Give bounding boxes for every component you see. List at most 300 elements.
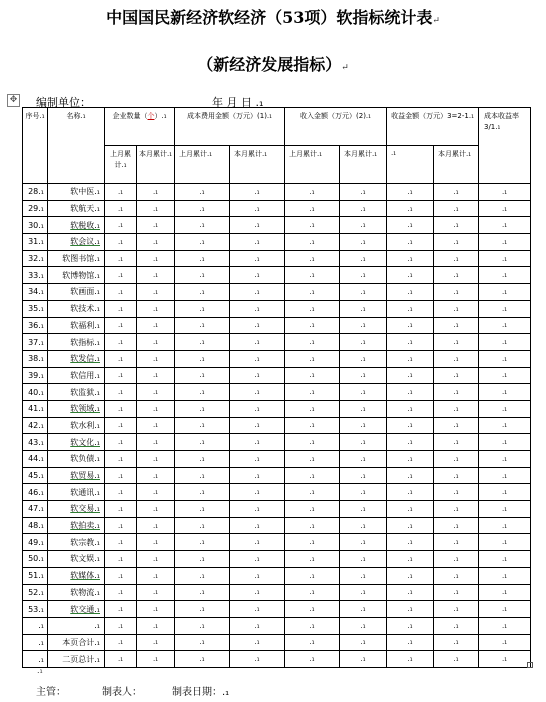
data-cell[interactable]: .₁ xyxy=(340,217,387,234)
data-cell[interactable]: .₁ xyxy=(105,200,137,217)
data-cell[interactable]: .₁ xyxy=(434,567,479,584)
data-cell[interactable]: .₁ xyxy=(137,184,175,201)
data-cell[interactable]: .₁ xyxy=(137,334,175,351)
table-row xyxy=(23,651,531,668)
data-cell[interactable]: .₁ xyxy=(479,584,531,601)
data-cell[interactable]: .₁ xyxy=(340,617,387,634)
data-cell[interactable]: .₁ xyxy=(230,451,285,468)
data-cell[interactable]: .₁ xyxy=(479,300,531,317)
data-cell[interactable]: .₁ xyxy=(137,567,175,584)
data-cell[interactable]: .₁ xyxy=(479,434,531,451)
data-cell[interactable]: .₁ xyxy=(285,400,340,417)
data-cell[interactable]: .₁ xyxy=(137,234,175,251)
data-cell[interactable]: .₁ xyxy=(340,417,387,434)
data-cell[interactable]: .₁ xyxy=(340,434,387,451)
data-cell[interactable]: .₁ xyxy=(434,584,479,601)
data-cell[interactable]: .₁ xyxy=(479,651,531,668)
data-cell[interactable]: .₁ xyxy=(479,601,531,618)
data-cell[interactable]: .₁ xyxy=(137,317,175,334)
data-cell[interactable]: .₁ xyxy=(175,350,230,367)
row-name xyxy=(48,200,105,217)
data-cell[interactable]: .₁ xyxy=(479,501,531,518)
row-number: 35.₁ xyxy=(23,300,48,317)
data-cell[interactable]: .₁ xyxy=(230,334,285,351)
data-cell[interactable]: .₁ xyxy=(387,534,434,551)
data-cell[interactable]: .₁ xyxy=(230,567,285,584)
data-cell[interactable]: .₁ xyxy=(175,501,230,518)
data-cell[interactable]: .₁ xyxy=(137,467,175,484)
row-number: 34.₁ xyxy=(23,284,48,301)
table-row xyxy=(23,434,531,451)
data-cell[interactable]: .₁ xyxy=(230,617,285,634)
data-cell[interactable]: .₁ xyxy=(434,300,479,317)
data-cell[interactable]: .₁ xyxy=(387,451,434,468)
data-cell[interactable]: .₁ xyxy=(340,200,387,217)
data-cell[interactable]: .₁ xyxy=(105,634,137,651)
data-cell[interactable]: .₁ xyxy=(340,551,387,568)
data-cell[interactable]: .₁ xyxy=(175,601,230,618)
data-cell[interactable]: .₁ xyxy=(434,517,479,534)
data-cell[interactable]: .₁ xyxy=(479,617,531,634)
header-rate: 成本收益率 3/1.₁ xyxy=(479,108,531,184)
row-name xyxy=(48,267,105,284)
data-cell[interactable]: .₁ xyxy=(175,634,230,651)
data-cell[interactable]: .₁ xyxy=(340,484,387,501)
row-name-text: 软发信.₁ xyxy=(70,354,100,364)
data-cell[interactable]: .₁ xyxy=(137,300,175,317)
data-cell[interactable]: .₁ xyxy=(479,467,531,484)
data-cell[interactable]: .₁ xyxy=(340,184,387,201)
data-cell[interactable]: .₁ xyxy=(387,434,434,451)
data-cell[interactable]: .₁ xyxy=(230,250,285,267)
data-cell[interactable]: .₁ xyxy=(285,567,340,584)
data-cell[interactable]: .₁ xyxy=(137,384,175,401)
data-cell[interactable]: .₁ xyxy=(285,350,340,367)
data-cell[interactable]: .₁ xyxy=(285,317,340,334)
data-cell[interactable]: .₁ xyxy=(137,267,175,284)
data-cell[interactable]: .₁ xyxy=(387,617,434,634)
data-cell[interactable]: .₁ xyxy=(434,184,479,201)
data-cell[interactable]: .₁ xyxy=(340,267,387,284)
data-cell[interactable]: .₁ xyxy=(105,467,137,484)
row-number: 39.₁ xyxy=(23,367,48,384)
data-cell[interactable]: .₁ xyxy=(230,200,285,217)
data-cell[interactable]: .₁ xyxy=(479,567,531,584)
table-row xyxy=(23,417,531,434)
data-cell[interactable]: .₁ xyxy=(105,617,137,634)
data-cell[interactable]: .₁ xyxy=(230,501,285,518)
data-cell[interactable]: .₁ xyxy=(340,534,387,551)
data-cell[interactable]: .₁ xyxy=(175,584,230,601)
table-row xyxy=(23,250,531,267)
data-cell[interactable]: .₁ xyxy=(479,534,531,551)
data-cell[interactable]: .₁ xyxy=(387,300,434,317)
data-cell[interactable]: .₁ xyxy=(340,651,387,668)
data-cell[interactable]: .₁ xyxy=(105,434,137,451)
data-cell[interactable]: .₁ xyxy=(175,384,230,401)
data-cell[interactable]: .₁ xyxy=(105,217,137,234)
data-cell[interactable]: .₁ xyxy=(340,384,387,401)
data-cell[interactable]: .₁ xyxy=(387,350,434,367)
data-cell[interactable]: .₁ xyxy=(137,400,175,417)
data-cell[interactable]: .₁ xyxy=(387,601,434,618)
data-cell[interactable]: .₁ xyxy=(285,484,340,501)
table-row xyxy=(23,317,531,334)
data-cell[interactable]: .₁ xyxy=(285,634,340,651)
data-cell[interactable]: .₁ xyxy=(285,501,340,518)
data-cell[interactable]: .₁ xyxy=(230,367,285,384)
data-cell[interactable]: .₁ xyxy=(434,317,479,334)
data-cell[interactable]: .₁ xyxy=(340,284,387,301)
subheader-curr: 本月累计.₁ xyxy=(137,146,175,184)
data-cell[interactable]: .₁ xyxy=(230,467,285,484)
data-cell[interactable]: .₁ xyxy=(340,601,387,618)
data-cell[interactable]: .₁ xyxy=(105,451,137,468)
data-cell[interactable]: .₁ xyxy=(387,551,434,568)
data-cell[interactable]: .₁ xyxy=(387,217,434,234)
data-cell[interactable]: .₁ xyxy=(340,334,387,351)
data-cell[interactable]: .₁ xyxy=(230,634,285,651)
data-cell[interactable]: .₁ xyxy=(285,551,340,568)
data-cell[interactable]: .₁ xyxy=(340,467,387,484)
data-cell[interactable]: .₁ xyxy=(137,601,175,618)
data-cell[interactable]: .₁ xyxy=(175,367,230,384)
data-cell[interactable]: .₁ xyxy=(137,217,175,234)
data-cell[interactable]: .₁ xyxy=(137,250,175,267)
data-cell[interactable]: .₁ xyxy=(285,434,340,451)
row-number: 36.₁ xyxy=(23,317,48,334)
row-name xyxy=(48,517,105,534)
data-cell[interactable]: .₁ xyxy=(285,517,340,534)
data-cell[interactable]: .₁ xyxy=(434,400,479,417)
data-cell[interactable]: .₁ xyxy=(230,434,285,451)
data-cell[interactable]: .₁ xyxy=(175,567,230,584)
data-cell[interactable]: .₁ xyxy=(434,601,479,618)
data-cell[interactable]: .₁ xyxy=(137,200,175,217)
data-cell[interactable]: .₁ xyxy=(105,367,137,384)
data-cell[interactable]: .₁ xyxy=(340,517,387,534)
data-cell[interactable]: .₁ xyxy=(479,350,531,367)
data-cell[interactable]: .₁ xyxy=(285,467,340,484)
data-cell[interactable]: .₁ xyxy=(387,567,434,584)
data-cell[interactable]: .₁ xyxy=(285,384,340,401)
data-cell[interactable]: .₁ xyxy=(387,284,434,301)
data-cell[interactable]: .₁ xyxy=(285,184,340,201)
row-name-text: 软通讯.₁ xyxy=(70,487,100,497)
data-cell[interactable]: .₁ xyxy=(105,651,137,668)
data-cell[interactable]: .₁ xyxy=(285,300,340,317)
data-cell[interactable]: .₁ xyxy=(387,200,434,217)
data-cell[interactable]: .₁ xyxy=(285,601,340,618)
table-resize-handle[interactable] xyxy=(527,662,533,668)
page-subtitle: （新经济发展指标）↵ xyxy=(197,55,349,74)
data-cell[interactable]: .₁ xyxy=(230,300,285,317)
data-cell[interactable]: .₁ xyxy=(137,284,175,301)
data-cell[interactable]: .₁ xyxy=(105,567,137,584)
data-cell[interactable]: .₁ xyxy=(387,317,434,334)
data-cell[interactable]: .₁ xyxy=(340,234,387,251)
data-cell[interactable]: .₁ xyxy=(175,467,230,484)
data-cell[interactable]: .₁ xyxy=(230,584,285,601)
data-cell[interactable]: .₁ xyxy=(479,250,531,267)
data-cell[interactable]: .₁ xyxy=(285,584,340,601)
row-number: 51.₁ xyxy=(23,567,48,584)
data-cell[interactable]: .₁ xyxy=(175,284,230,301)
data-cell[interactable]: .₁ xyxy=(175,534,230,551)
row-number: 38.₁ xyxy=(23,350,48,367)
data-cell[interactable]: .₁ xyxy=(105,300,137,317)
data-cell[interactable]: .₁ xyxy=(105,317,137,334)
data-cell[interactable]: .₁ xyxy=(105,284,137,301)
data-cell[interactable]: .₁ xyxy=(387,517,434,534)
data-cell[interactable]: .₁ xyxy=(105,501,137,518)
data-cell[interactable]: .₁ xyxy=(340,501,387,518)
data-cell[interactable]: .₁ xyxy=(175,451,230,468)
data-cell[interactable]: .₁ xyxy=(479,367,531,384)
data-cell[interactable]: .₁ xyxy=(230,484,285,501)
data-cell[interactable]: .₁ xyxy=(340,350,387,367)
data-cell[interactable]: .₁ xyxy=(434,267,479,284)
data-cell[interactable]: .₁ xyxy=(387,400,434,417)
data-cell[interactable]: .₁ xyxy=(387,467,434,484)
row-name-text: 软税收.₁ xyxy=(70,220,100,230)
data-cell[interactable]: .₁ xyxy=(230,417,285,434)
data-cell[interactable]: .₁ xyxy=(479,451,531,468)
data-cell[interactable]: .₁ xyxy=(340,250,387,267)
data-cell[interactable]: .₁ xyxy=(105,517,137,534)
subheader-prev: 上月累计.₁ xyxy=(105,146,137,184)
data-cell[interactable]: .₁ xyxy=(285,284,340,301)
row-name-text: 软媒体.₁ xyxy=(70,571,100,581)
data-cell[interactable]: .₁ xyxy=(340,300,387,317)
data-cell[interactable]: .₁ xyxy=(105,601,137,618)
data-cell[interactable]: .₁ xyxy=(175,517,230,534)
data-cell[interactable]: .₁ xyxy=(387,484,434,501)
row-name-text: 软福利.₁ xyxy=(70,320,100,330)
data-cell[interactable]: .₁ xyxy=(434,651,479,668)
data-cell[interactable]: .₁ xyxy=(479,184,531,201)
data-cell[interactable]: .₁ xyxy=(479,267,531,284)
data-cell[interactable]: .₁ xyxy=(387,334,434,351)
data-cell[interactable]: .₁ xyxy=(340,367,387,384)
data-cell[interactable]: .₁ xyxy=(175,267,230,284)
data-cell[interactable]: .₁ xyxy=(230,184,285,201)
data-cell[interactable]: .₁ xyxy=(137,501,175,518)
data-cell[interactable]: .₁ xyxy=(137,417,175,434)
data-cell[interactable]: .₁ xyxy=(434,250,479,267)
data-cell[interactable]: .₁ xyxy=(230,217,285,234)
row-name-text: 软拍卖.₁ xyxy=(70,521,100,531)
data-cell[interactable]: .₁ xyxy=(285,367,340,384)
subheader-curr: 本月累计.₁ xyxy=(230,146,285,184)
data-cell[interactable]: .₁ xyxy=(434,484,479,501)
data-cell[interactable]: .₁ xyxy=(479,334,531,351)
data-cell[interactable]: .₁ xyxy=(230,517,285,534)
data-cell[interactable]: .₁ xyxy=(230,651,285,668)
data-cell[interactable]: .₁ xyxy=(105,584,137,601)
data-cell[interactable]: .₁ xyxy=(175,184,230,201)
data-cell[interactable]: .₁ xyxy=(285,451,340,468)
data-cell[interactable]: .₁ xyxy=(434,534,479,551)
data-cell[interactable]: .₁ xyxy=(137,484,175,501)
data-cell[interactable]: .₁ xyxy=(479,200,531,217)
data-cell[interactable]: .₁ xyxy=(340,584,387,601)
data-cell[interactable]: .₁ xyxy=(285,617,340,634)
data-cell[interactable]: .₁ xyxy=(285,200,340,217)
data-cell[interactable]: .₁ xyxy=(285,651,340,668)
data-cell[interactable]: .₁ xyxy=(175,617,230,634)
data-cell[interactable]: .₁ xyxy=(285,417,340,434)
data-cell[interactable]: .₁ xyxy=(105,184,137,201)
table-row xyxy=(23,334,531,351)
row-name xyxy=(48,617,105,634)
data-cell[interactable]: .₁ xyxy=(479,234,531,251)
data-cell[interactable]: .₁ xyxy=(230,384,285,401)
data-cell[interactable]: .₁ xyxy=(175,551,230,568)
data-cell[interactable]: .₁ xyxy=(105,400,137,417)
data-cell[interactable]: .₁ xyxy=(137,434,175,451)
data-cell[interactable]: .₁ xyxy=(387,634,434,651)
data-cell[interactable]: .₁ xyxy=(230,601,285,618)
data-cell[interactable]: .₁ xyxy=(434,384,479,401)
data-cell[interactable]: .₁ xyxy=(479,317,531,334)
data-cell[interactable]: .₁ xyxy=(434,284,479,301)
data-cell[interactable]: .₁ xyxy=(137,534,175,551)
data-cell[interactable]: .₁ xyxy=(434,434,479,451)
data-cell[interactable]: .₁ xyxy=(387,367,434,384)
data-cell[interactable]: .₁ xyxy=(175,417,230,434)
row-name-text: 软文娱.₁ xyxy=(70,554,100,564)
data-cell[interactable]: .₁ xyxy=(105,551,137,568)
data-cell[interactable]: .₁ xyxy=(387,651,434,668)
data-cell[interactable]: .₁ xyxy=(175,334,230,351)
row-name xyxy=(48,400,105,417)
data-cell[interactable]: .₁ xyxy=(105,350,137,367)
data-cell[interactable]: .₁ xyxy=(230,317,285,334)
data-cell[interactable]: .₁ xyxy=(285,334,340,351)
data-cell[interactable]: .₁ xyxy=(230,267,285,284)
data-cell[interactable]: .₁ xyxy=(105,234,137,251)
data-cell[interactable]: .₁ xyxy=(175,217,230,234)
data-cell[interactable]: .₁ xyxy=(479,217,531,234)
data-cell[interactable]: .₁ xyxy=(230,400,285,417)
data-cell[interactable]: .₁ xyxy=(175,484,230,501)
data-cell[interactable]: .₁ xyxy=(175,200,230,217)
data-cell[interactable]: .₁ xyxy=(105,334,137,351)
data-cell[interactable]: .₁ xyxy=(230,350,285,367)
data-cell[interactable]: .₁ xyxy=(137,651,175,668)
data-cell[interactable]: .₁ xyxy=(387,250,434,267)
data-cell[interactable]: .₁ xyxy=(387,417,434,434)
data-cell[interactable]: .₁ xyxy=(230,234,285,251)
data-cell[interactable]: .₁ xyxy=(387,384,434,401)
data-cell[interactable]: .₁ xyxy=(479,384,531,401)
data-cell[interactable]: .₁ xyxy=(340,400,387,417)
data-cell[interactable]: .₁ xyxy=(479,417,531,434)
table-row xyxy=(23,384,531,401)
data-cell[interactable]: .₁ xyxy=(340,634,387,651)
data-cell[interactable]: .₁ xyxy=(175,317,230,334)
data-cell[interactable]: .₁ xyxy=(230,551,285,568)
data-cell[interactable]: .₁ xyxy=(175,400,230,417)
data-cell[interactable]: .₁ xyxy=(285,234,340,251)
data-cell[interactable]: .₁ xyxy=(479,484,531,501)
data-cell[interactable]: .₁ xyxy=(434,200,479,217)
data-cell[interactable]: .₁ xyxy=(479,400,531,417)
move-handle-icon[interactable]: ✥ xyxy=(7,94,20,107)
data-cell[interactable]: .₁ xyxy=(175,250,230,267)
data-cell[interactable]: .₁ xyxy=(105,250,137,267)
data-cell[interactable]: .₁ xyxy=(137,617,175,634)
data-cell[interactable]: .₁ xyxy=(479,517,531,534)
data-cell[interactable]: .₁ xyxy=(434,634,479,651)
data-cell[interactable]: .₁ xyxy=(285,534,340,551)
data-cell[interactable]: .₁ xyxy=(340,317,387,334)
data-cell[interactable]: .₁ xyxy=(340,451,387,468)
data-cell[interactable]: .₁ xyxy=(387,584,434,601)
data-cell[interactable]: .₁ xyxy=(137,367,175,384)
data-cell[interactable]: .₁ xyxy=(137,517,175,534)
data-cell[interactable]: .₁ xyxy=(340,567,387,584)
data-cell[interactable]: .₁ xyxy=(175,234,230,251)
data-cell[interactable]: .₁ xyxy=(387,267,434,284)
data-cell[interactable]: .₁ xyxy=(479,284,531,301)
data-cell[interactable]: .₁ xyxy=(434,217,479,234)
data-cell[interactable]: .₁ xyxy=(434,350,479,367)
data-cell[interactable]: .₁ xyxy=(387,184,434,201)
data-cell[interactable]: .₁ xyxy=(175,434,230,451)
data-cell[interactable]: .₁ xyxy=(434,551,479,568)
data-cell[interactable]: .₁ xyxy=(105,384,137,401)
data-cell[interactable]: .₁ xyxy=(434,334,479,351)
data-cell[interactable]: .₁ xyxy=(137,634,175,651)
data-cell[interactable]: .₁ xyxy=(105,484,137,501)
row-name-text: 软领域.₁ xyxy=(70,404,100,414)
data-cell[interactable]: .₁ xyxy=(175,651,230,668)
statistics-table xyxy=(22,107,531,668)
table-row xyxy=(23,400,531,417)
data-cell[interactable]: .₁ xyxy=(387,234,434,251)
data-cell[interactable]: .₁ xyxy=(434,451,479,468)
data-cell[interactable]: .₁ xyxy=(434,367,479,384)
data-cell[interactable]: .₁ xyxy=(434,234,479,251)
data-cell[interactable]: .₁ xyxy=(105,417,137,434)
row-name-text: 软博物馆.₁ xyxy=(62,270,100,280)
data-cell[interactable]: .₁ xyxy=(137,584,175,601)
data-cell[interactable]: .₁ xyxy=(105,534,137,551)
data-cell[interactable]: .₁ xyxy=(285,267,340,284)
data-cell[interactable]: .₁ xyxy=(175,300,230,317)
data-cell[interactable]: .₁ xyxy=(479,634,531,651)
data-cell[interactable]: .₁ xyxy=(137,350,175,367)
data-cell[interactable]: .₁ xyxy=(434,617,479,634)
data-cell[interactable]: .₁ xyxy=(434,417,479,434)
data-cell[interactable]: .₁ xyxy=(230,534,285,551)
row-name xyxy=(48,651,105,668)
data-cell[interactable]: .₁ xyxy=(434,501,479,518)
row-name-text: .₁ xyxy=(94,621,100,631)
footer-date: 制表日期：.₁ xyxy=(172,687,230,698)
data-cell[interactable]: .₁ xyxy=(285,250,340,267)
data-cell[interactable]: .₁ xyxy=(137,551,175,568)
data-cell[interactable]: .₁ xyxy=(105,267,137,284)
data-cell[interactable]: .₁ xyxy=(434,467,479,484)
data-cell[interactable]: .₁ xyxy=(387,501,434,518)
data-cell[interactable]: .₁ xyxy=(285,217,340,234)
data-cell[interactable]: .₁ xyxy=(479,551,531,568)
data-cell[interactable]: .₁ xyxy=(137,451,175,468)
data-cell[interactable]: .₁ xyxy=(230,284,285,301)
